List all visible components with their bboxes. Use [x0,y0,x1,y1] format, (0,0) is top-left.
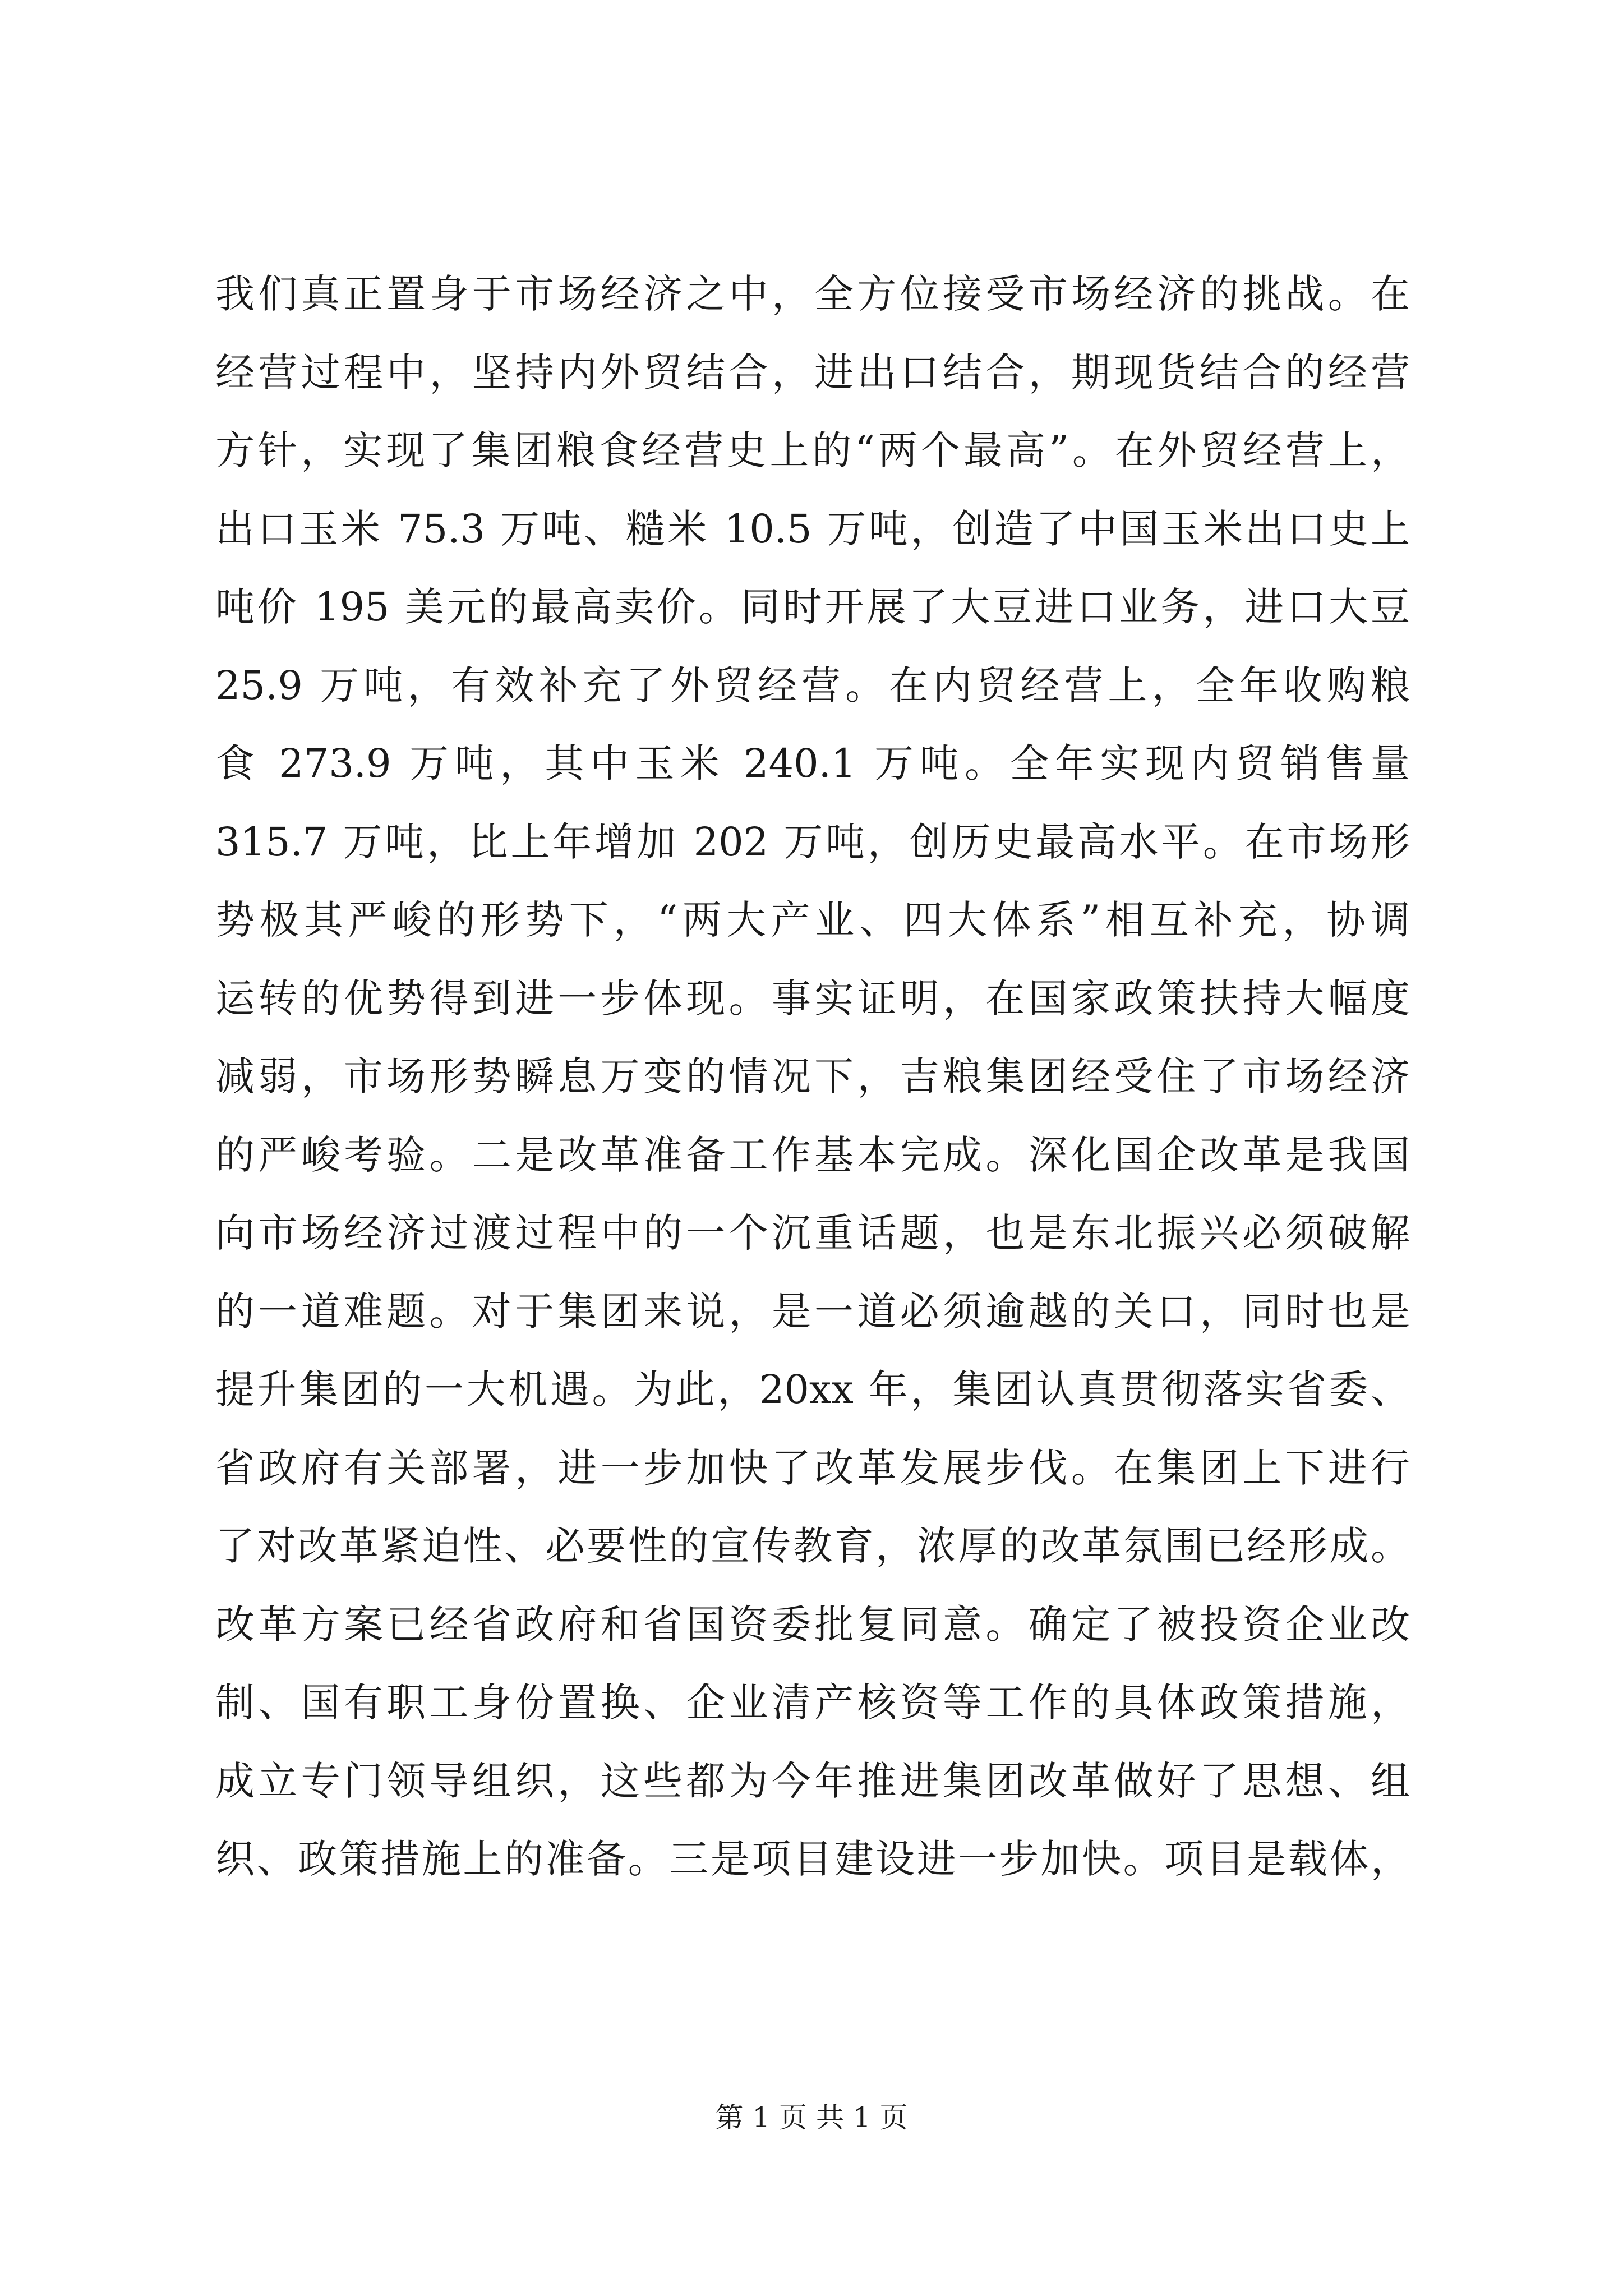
text-line: 制、国有职工身份置换、企业清产核资等工作的具体政策措施， [215,1680,1410,1726]
text-line: 运转的优势得到进一步体现。事实证明，在国家政策扶持大幅度 [215,975,1410,1022]
text-line: 改革方案已经省政府和省国资委批复同意。确定了被投资企业改 [215,1601,1410,1648]
text-line: 出口玉米 75.3 万吨、糙米 10.5 万吨，创造了中国玉米出口史上 [215,505,1410,552]
text-line: 织、政策措施上的准备。三是项目建设进一步加快。项目是载体， [215,1836,1410,1882]
page-number: 第 1 页 共 1 页 [715,2101,908,2134]
text-line: 的严峻考验。二是改革准备工作基本完成。深化国企改革是我国 [215,1131,1410,1178]
text-line: 省政府有关部署，进一步加快了改革发展步伐。在集团上下进行 [215,1444,1410,1491]
text-line: 25.9 万吨，有效补充了外贸经营。在内贸经营上，全年收购粮 [215,662,1410,708]
body-text [215,255,1410,1899]
text-line: 了对改革紧迫性、必要性的宣传教育，浓厚的改革氛围已经形成。 [215,1523,1410,1569]
text-line: 减弱，市场形势瞬息万变的情况下，吉粮集团经受住了市场经济 [215,1053,1410,1099]
text-line: 的一道难题。对于集团来说，是一道必须逾越的关口，同时也是 [215,1288,1410,1335]
text-line: 方针，实现了集团粮食经营史上的“两个最高”。在外贸经营上， [215,427,1410,473]
text-line: 成立专门领导组织，这些都为今年推进集团改革做好了思想、组 [215,1757,1410,1804]
text-line: 315.7 万吨，比上年增加 202 万吨，创历史最高水平。在市场形 [215,818,1410,865]
text-line: 吨价 195 美元的最高卖价。同时开展了大豆进口业务，进口大豆 [215,584,1410,630]
text-line: 向市场经济过渡过程中的一个沉重话题，也是东北振兴必须破解 [215,1210,1410,1256]
page-footer [0,2098,1623,2137]
text-line: 提升集团的一大机遇。为此，20xx 年，集团认真贯彻落实省委、 [215,1366,1410,1412]
text-line: 食 273.9 万吨，其中玉米 240.1 万吨。全年实现内贸销售量 [215,740,1410,786]
text-line: 我们真正置身于市场经济之中，全方位接受市场经济的挑战。在 [215,271,1410,317]
text-line: 势极其严峻的形势下，“两大产业、四大体系”相互补充，协调 [215,897,1410,943]
text-line: 经营过程中，坚持内外贸结合，进出口结合，期现货结合的经营 [215,349,1410,395]
